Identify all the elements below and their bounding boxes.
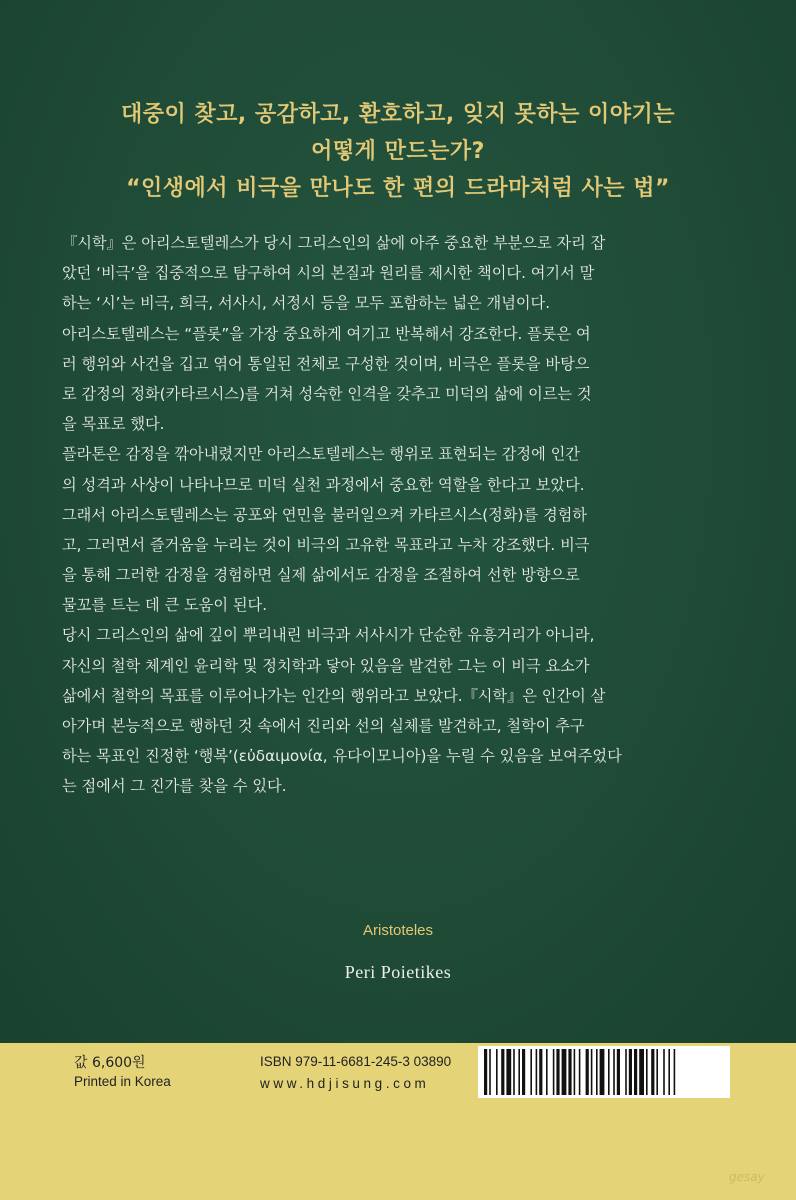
barcode-bar xyxy=(506,1049,511,1095)
body-line: 자신의 철학 체계인 윤리학 및 정치학과 닿아 있음을 발견한 그는 이 비극 요소가 xyxy=(62,656,590,675)
barcode-bar xyxy=(553,1049,555,1095)
watermark: gesay xyxy=(729,1170,765,1184)
barcode xyxy=(478,1046,730,1098)
barcode-bar xyxy=(634,1049,637,1095)
barcode-bar xyxy=(568,1049,571,1095)
headline-line: 대중이 찾고, 공감하고, 환호하고, 잊지 못하는 이야기는 xyxy=(120,102,676,127)
headline-line: 어떻게 만드는가? xyxy=(311,139,485,164)
body-line: 는 점에서 그 진가를 찾을 수 있다. xyxy=(62,777,287,796)
barcode-bar xyxy=(668,1049,670,1095)
publisher-website: www.hdjisung.com xyxy=(260,1076,430,1091)
body-line: 그래서 아리스토텔레스는 공포와 연민을 불러일으켜 카타르시스(정화)를 경험하 xyxy=(62,505,587,524)
barcode-bar xyxy=(625,1049,627,1095)
body-line: 을 통해 그러한 감정을 경험하면 실제 삶에서도 감정을 조절하여 선한 방향으로 xyxy=(62,566,580,585)
barcode-graphic xyxy=(478,1046,730,1098)
barcode-bar xyxy=(496,1049,498,1095)
body-line: 『시학』은 아리스토텔레스가 당시 그리스인의 삶에 아주 중요한 부분으로 자리 잡 xyxy=(62,234,606,252)
body-line: 물꼬를 트는 데 큰 도움이 된다. xyxy=(62,596,268,615)
barcode-bar xyxy=(536,1049,538,1095)
barcode-bar xyxy=(656,1049,658,1095)
barcode-bar xyxy=(608,1049,610,1095)
body-line: 아리스토텔레스는 “플롯”을 가장 중요하게 여기고 반복해서 강조한다. 플롯은 여 xyxy=(62,324,591,343)
barcode-bar xyxy=(530,1049,532,1095)
barcode-bar xyxy=(613,1049,615,1095)
barcode-bar xyxy=(574,1049,576,1095)
barcode-bar xyxy=(556,1049,559,1095)
body-line: 았던 ‘비극’을 집중적으로 탐구하여 시의 본질과 원리를 제시한 책이다. 여기서 말 xyxy=(62,264,595,283)
barcode-bar xyxy=(518,1049,520,1095)
body-line: 하는 목표인 진정한 ‘행복’(εὐδαιμονία, 유다이모니아)을 누릴 수 있음을 보여주었다 xyxy=(62,747,622,766)
printed-in-label: Printed in Korea xyxy=(74,1074,171,1089)
barcode-bar xyxy=(562,1049,567,1095)
description-text xyxy=(62,228,694,802)
barcode-bar xyxy=(629,1049,632,1095)
body-line: 고, 그러면서 즐거움을 누리는 것이 비극의 고유한 목표라고 누차 강조했다. 비극 xyxy=(62,535,590,554)
author-name: Aristoteles xyxy=(362,922,434,939)
barcode-bar xyxy=(639,1049,644,1095)
barcode-bar xyxy=(651,1049,654,1095)
barcode-bar xyxy=(600,1049,605,1095)
barcode-bar xyxy=(596,1049,598,1095)
barcode-bar xyxy=(489,1049,491,1095)
barcode-bar xyxy=(674,1049,676,1095)
barcode-bar xyxy=(539,1049,542,1095)
barcode-bar xyxy=(586,1049,589,1095)
isbn-label: ISBN 979-11-6681-245-3 03890 xyxy=(260,1054,452,1069)
price-label: 값 6,600원 xyxy=(74,1055,146,1071)
headline xyxy=(0,96,796,207)
barcode-bar xyxy=(646,1049,648,1095)
headline-line: “인생에서 비극을 만나도 한 편의 드라마처럼 사는 법” xyxy=(126,176,670,201)
body-line: 러 행위와 사건을 깁고 엮어 통일된 전체로 구성한 것이며, 비극은 플롯을 바탕으 xyxy=(62,354,590,373)
body-line: 아가며 본능적으로 행하던 것 속에서 진리와 선의 실체를 발견하고, 철학이 추구 xyxy=(62,717,585,735)
barcode-bar xyxy=(617,1049,620,1095)
original-title: Peri Poietikes xyxy=(344,962,452,982)
barcode-bar xyxy=(522,1049,525,1095)
barcode-bar xyxy=(663,1049,665,1095)
barcode-bar xyxy=(484,1049,487,1095)
barcode-bar xyxy=(591,1049,593,1095)
body-line: 하는 ‘시’는 비극, 희극, 서사시, 서정시 등을 모두 포함하는 넓은 개념이다. xyxy=(62,294,551,313)
barcode-bar xyxy=(579,1049,581,1095)
barcode-bar xyxy=(513,1049,515,1095)
body-line: 삶에서 철학의 목표를 이루어나가는 인간의 행위라고 보았다.『시학』은 인간이 살 xyxy=(62,686,606,705)
body-line: 당시 그리스인의 삶에 깊이 뿌리내린 비극과 서사시가 단순한 유흥거리가 아니라, xyxy=(62,626,595,645)
body-line: 로 감정의 정화(카타르시스)를 거쳐 성숙한 인격을 갖추고 미덕의 삶에 이르는 것 xyxy=(62,384,592,403)
barcode-bar xyxy=(546,1049,548,1095)
barcode-bar xyxy=(501,1049,504,1095)
body-line: 플라톤은 감정을 깎아내렸지만 아리스토텔레스는 행위로 표현되는 감정에 인간 xyxy=(62,445,580,464)
body-line: 의 성격과 사상이 나타나므로 미덕 실천 과정에서 중요한 역할을 한다고 보았다. xyxy=(62,475,585,494)
body-line: 을 목표로 했다. xyxy=(62,415,165,434)
